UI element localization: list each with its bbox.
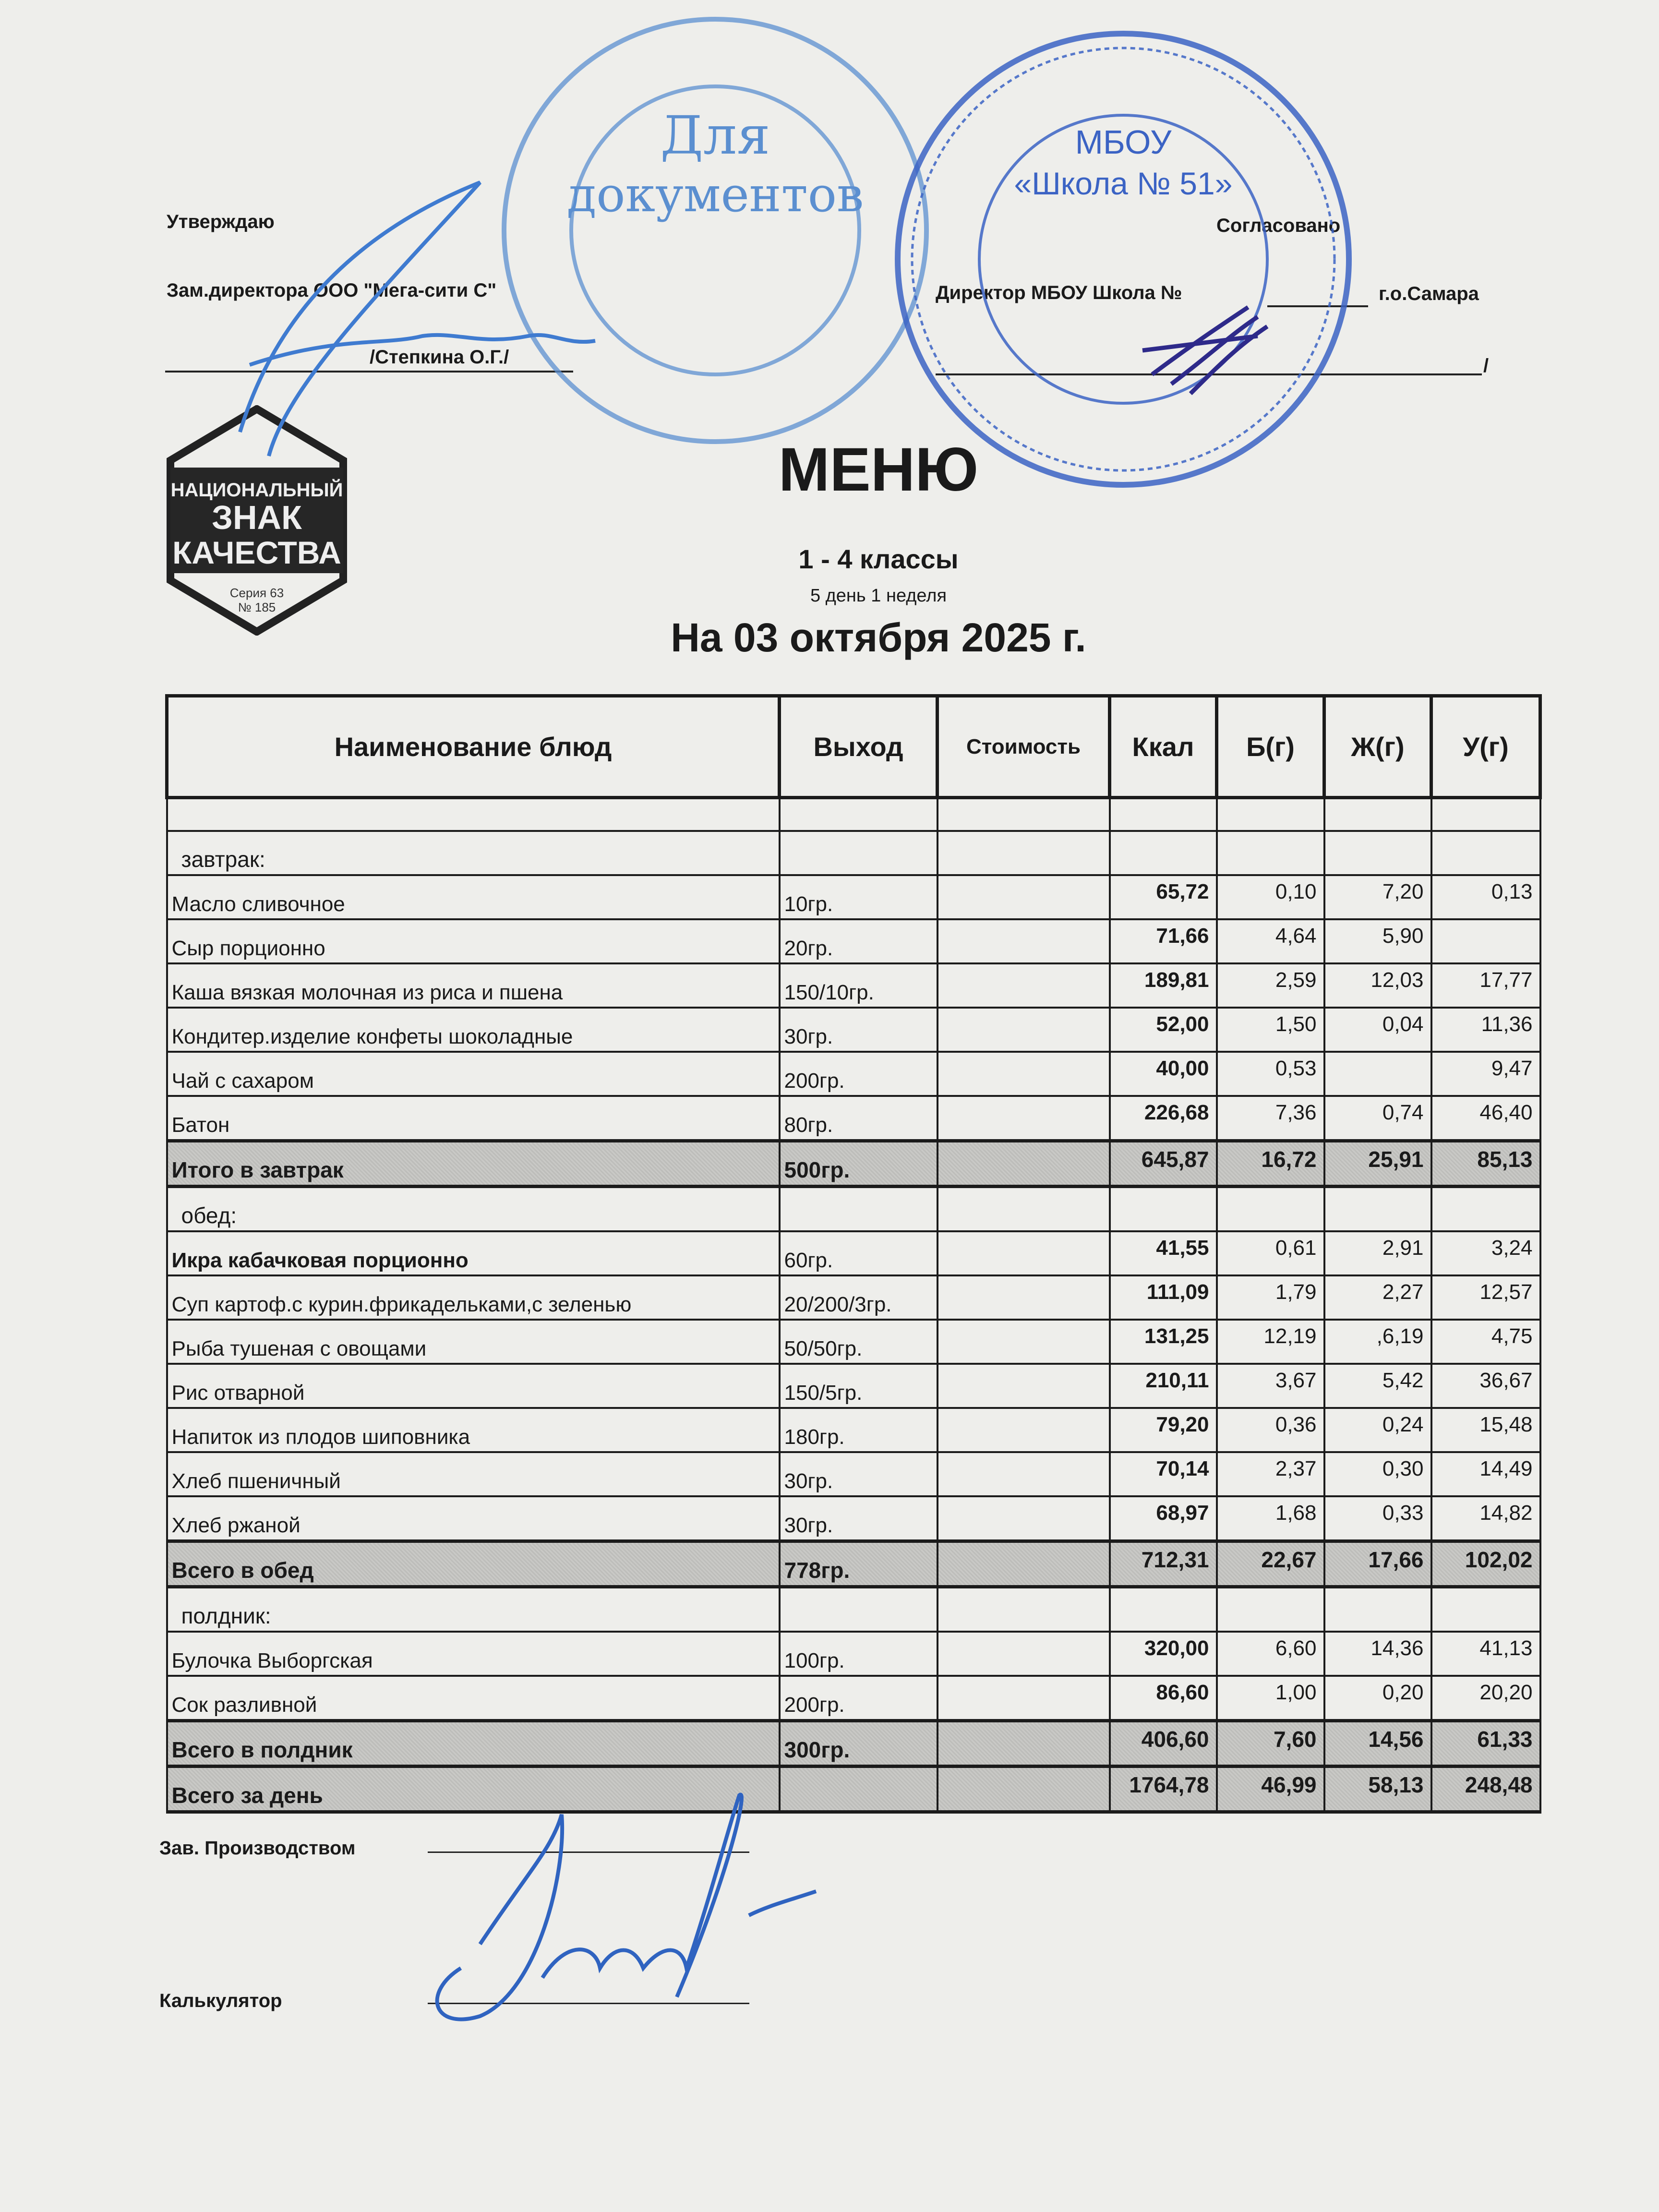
yield-cell: 20гр. [780,919,938,963]
fat-cell: 0,74 [1324,1096,1431,1141]
dish-name-cell: Хлеб пшеничный [167,1452,780,1496]
yield-cell: 60гр. [780,1231,938,1275]
dish-name-cell: Итого в завтрак [167,1141,780,1187]
kcal-cell: 189,81 [1110,963,1217,1008]
agreed-label: Согласовано [1216,215,1341,236]
cost-cell [938,1096,1110,1141]
fat-cell: 12,03 [1324,963,1431,1008]
fat-cell: 0,24 [1324,1408,1431,1452]
fat-cell: 0,33 [1324,1496,1431,1541]
cost-cell [938,1364,1110,1408]
fat-cell: 17,66 [1324,1541,1431,1587]
kcal-cell: 210,11 [1110,1364,1217,1408]
yield-cell: 30гр. [780,1452,938,1496]
quality-mark-line2: ЗНАК [212,499,302,536]
protein-cell: 1,79 [1217,1275,1324,1320]
carbs-cell: 14,49 [1431,1452,1540,1496]
school-stamp-text-1: МБОУ [1075,123,1172,161]
quality-mark-line3: КАЧЕСТВА [172,535,341,570]
yield-cell [780,1587,938,1632]
dish-name-cell: Икра кабачковая порционно [167,1231,780,1275]
fat-cell [1324,831,1431,875]
column-header-carbs: У(г) [1431,696,1540,798]
protein-cell: 1,00 [1217,1676,1324,1721]
yield-cell: 300гр. [780,1721,938,1767]
cost-cell [938,1541,1110,1587]
yield-cell: 778гр. [780,1541,938,1587]
fat-cell: 14,36 [1324,1632,1431,1676]
dish-name-cell: Сыр порционно [167,919,780,963]
protein-cell: 7,60 [1217,1721,1324,1767]
school-number-line [1267,305,1368,307]
fat-cell [1324,1052,1431,1096]
yield-cell: 30гр. [780,1008,938,1052]
protein-cell: 0,10 [1217,875,1324,919]
total-row [167,1721,1540,1767]
protein-cell: 46,99 [1217,1767,1324,1812]
section-row [167,1187,1540,1232]
kcal-cell [1110,798,1217,831]
dish-name-cell: Масло сливочное [167,875,780,919]
cost-cell [938,1408,1110,1452]
table-row [167,1496,1540,1541]
protein-cell: 1,68 [1217,1496,1324,1541]
company-stamp [504,19,926,442]
protein-cell: 2,59 [1217,963,1324,1008]
carbs-cell [1431,798,1540,831]
production-label: Зав. Производством [159,1838,356,1859]
protein-cell: 2,37 [1217,1452,1324,1496]
kcal-cell: 111,09 [1110,1275,1217,1320]
kcal-cell: 406,60 [1110,1721,1217,1767]
fat-cell: 58,13 [1324,1767,1431,1812]
table-row [167,1096,1540,1141]
table-row [167,1231,1540,1275]
calculator-signature-line [428,2003,749,2004]
kcal-cell: 68,97 [1110,1496,1217,1541]
dish-name-cell: Булочка Выборгская [167,1632,780,1676]
total-row [167,1767,1540,1812]
cost-cell [938,1496,1110,1541]
carbs-cell [1431,1187,1540,1232]
school-stamp [898,34,1349,485]
dish-name-cell: Рыба тушеная с овощами [167,1320,780,1364]
director-signature [1142,307,1267,394]
company-stamp-text-2: документов [566,167,864,223]
carbs-cell: 20,20 [1431,1676,1540,1721]
carbs-cell: 46,40 [1431,1096,1540,1141]
protein-cell: 22,67 [1217,1541,1324,1587]
protein-cell: 16,72 [1217,1141,1324,1187]
table-row [167,1364,1540,1408]
dish-name-cell: завтрак: [167,831,780,875]
kcal-cell: 86,60 [1110,1676,1217,1721]
cost-cell [938,1187,1110,1232]
quality-mark-series: Серия 63 [229,586,284,600]
dish-name-cell [167,798,780,831]
carbs-cell: 61,33 [1431,1721,1540,1767]
agreer-position: Директор МБОУ Школа № [936,282,1182,303]
fat-cell: 0,04 [1324,1008,1431,1052]
yield-cell: 30гр. [780,1496,938,1541]
column-header-protein: Б(г) [1217,696,1324,798]
yield-cell: 200гр. [780,1676,938,1721]
dish-name-cell: Каша вязкая молочная из риса и пшена [167,963,780,1008]
cost-cell [938,1767,1110,1812]
protein-cell: 1,50 [1217,1008,1324,1052]
agreer-line-end: / [1483,355,1489,376]
approver-name: /Степкина О.Г./ [370,347,509,368]
protein-cell [1217,798,1324,831]
yield-cell [780,798,938,831]
section-row [167,1587,1540,1632]
agreer-city: г.о.Самара [1379,283,1479,304]
carbs-cell: 3,24 [1431,1231,1540,1275]
empty-row [167,798,1540,831]
calculator-label: Калькулятор [159,1990,282,2011]
carbs-cell: 14,82 [1431,1496,1540,1541]
kcal-cell: 71,66 [1110,919,1217,963]
carbs-cell: 4,75 [1431,1320,1540,1364]
protein-cell: 0,36 [1217,1408,1324,1452]
protein-cell: 4,64 [1217,919,1324,963]
table-row [167,1275,1540,1320]
menu-date: На 03 октября 2025 г. [671,615,1086,660]
dish-name-cell: Батон [167,1096,780,1141]
approve-label: Утверждаю [167,211,275,232]
fat-cell: 5,90 [1324,919,1431,963]
fat-cell: 25,91 [1324,1141,1431,1187]
dish-name-cell: обед: [167,1187,780,1232]
approver-signature-line [165,371,573,373]
protein-cell: 6,60 [1217,1632,1324,1676]
fat-cell [1324,798,1431,831]
yield-cell: 150/5гр. [780,1364,938,1408]
table-row [167,1408,1540,1452]
menu-table [165,694,1542,1814]
section-row [167,831,1540,875]
yield-cell [780,1187,938,1232]
table-row [167,1452,1540,1496]
kcal-cell: 41,55 [1110,1231,1217,1275]
dish-name-cell: Всего за день [167,1767,780,1812]
column-header-cost: Стоимость [938,696,1110,798]
dish-name-cell: Кондитер.изделие конфеты шоколадные [167,1008,780,1052]
protein-cell: 3,67 [1217,1364,1324,1408]
carbs-cell: 9,47 [1431,1052,1540,1096]
dish-name-cell: Всего в полдник [167,1721,780,1767]
table-row [167,1632,1540,1676]
cost-cell [938,1275,1110,1320]
cost-cell [938,875,1110,919]
fat-cell: 0,30 [1324,1452,1431,1496]
fat-cell: 14,56 [1324,1721,1431,1767]
yield-cell [780,1767,938,1812]
yield-cell: 150/10гр. [780,963,938,1008]
production-signature [437,1794,816,2019]
kcal-cell: 131,25 [1110,1320,1217,1364]
carbs-cell [1431,1587,1540,1632]
dish-name-cell: Сок разливной [167,1676,780,1721]
total-row [167,1541,1540,1587]
fat-cell: 5,42 [1324,1364,1431,1408]
protein-cell [1217,831,1324,875]
fat-cell: 0,20 [1324,1676,1431,1721]
yield-cell: 50/50гр. [780,1320,938,1364]
company-stamp-text-1: Для [660,105,770,166]
protein-cell [1217,1187,1324,1232]
grades-label: 1 - 4 классы [798,544,959,574]
table-row [167,1008,1540,1052]
table-row [167,963,1540,1008]
approver-position: Зам.директора ООО "Мега-сити С" [167,280,497,301]
table-row [167,1320,1540,1364]
dish-name-cell: Суп картоф.с курин.фрикадельками,с зеленью [167,1275,780,1320]
agreer-signature-line [936,373,1482,375]
kcal-cell: 52,00 [1110,1008,1217,1052]
yield-cell: 100гр. [780,1632,938,1676]
carbs-cell: 15,48 [1431,1408,1540,1452]
page-title: МЕНЮ [778,435,979,504]
fat-cell: 7,20 [1324,875,1431,919]
fat-cell: ,6,19 [1324,1320,1431,1364]
dish-name-cell: Рис отварной [167,1364,780,1408]
dish-name-cell: Хлеб ржаной [167,1496,780,1541]
dish-name-cell: Чай с сахаром [167,1052,780,1096]
table-header-row [167,696,1540,798]
kcal-cell [1110,1187,1217,1232]
column-header-yield: Выход [780,696,938,798]
cost-cell [938,963,1110,1008]
cost-cell [938,1320,1110,1364]
protein-cell: 12,19 [1217,1320,1324,1364]
dish-name-cell: полдник: [167,1587,780,1632]
column-header-fat: Ж(г) [1324,696,1431,798]
cost-cell [938,919,1110,963]
cost-cell [938,1008,1110,1052]
table-row [167,1676,1540,1721]
cost-cell [938,1721,1110,1767]
kcal-cell: 712,31 [1110,1541,1217,1587]
cost-cell [938,1141,1110,1187]
cost-cell [938,831,1110,875]
school-stamp-text-2: «Школа № 51» [1014,166,1233,201]
yield-cell: 500гр. [780,1141,938,1187]
fat-cell: 2,91 [1324,1231,1431,1275]
kcal-cell [1110,831,1217,875]
kcal-cell: 79,20 [1110,1408,1217,1452]
protein-cell: 0,53 [1217,1052,1324,1096]
kcal-cell: 65,72 [1110,875,1217,919]
kcal-cell: 320,00 [1110,1632,1217,1676]
fat-cell [1324,1587,1431,1632]
kcal-cell: 1764,78 [1110,1767,1217,1812]
cost-cell [938,798,1110,831]
table-row [167,1052,1540,1096]
protein-cell [1217,1587,1324,1632]
carbs-cell: 248,48 [1431,1767,1540,1812]
kcal-cell: 645,87 [1110,1141,1217,1187]
cost-cell [938,1231,1110,1275]
yield-cell [780,831,938,875]
column-header-kcal: Ккал [1110,696,1217,798]
yield-cell: 10гр. [780,875,938,919]
protein-cell: 7,36 [1217,1096,1324,1141]
menu-table-body [167,798,1540,1812]
carbs-cell: 41,13 [1431,1632,1540,1676]
production-signature-line [428,1851,749,1853]
carbs-cell: 102,02 [1431,1541,1540,1587]
carbs-cell [1431,919,1540,963]
yield-cell: 200гр. [780,1052,938,1096]
column-header-name: Наименование блюд [167,696,780,798]
total-row [167,1141,1540,1187]
cost-cell [938,1452,1110,1496]
fat-cell [1324,1187,1431,1232]
protein-cell: 0,61 [1217,1231,1324,1275]
carbs-cell: 12,57 [1431,1275,1540,1320]
cost-cell [938,1587,1110,1632]
kcal-cell: 226,68 [1110,1096,1217,1141]
carbs-cell: 85,13 [1431,1141,1540,1187]
yield-cell: 80гр. [780,1096,938,1141]
kcal-cell [1110,1587,1217,1632]
table-row [167,875,1540,919]
kcal-cell: 70,14 [1110,1452,1217,1496]
dish-name-cell: Напиток из плодов шиповника [167,1408,780,1452]
yield-cell: 180гр. [780,1408,938,1452]
carbs-cell: 11,36 [1431,1008,1540,1052]
cost-cell [938,1052,1110,1096]
quality-mark-number: № 185 [238,600,276,614]
cost-cell [938,1632,1110,1676]
fat-cell: 2,27 [1324,1275,1431,1320]
yield-cell: 20/200/3гр. [780,1275,938,1320]
quality-mark-line1: НАЦИОНАЛЬНЫЙ [170,480,343,501]
dish-name-cell: Всего в обед [167,1541,780,1587]
carbs-cell: 0,13 [1431,875,1540,919]
cost-cell [938,1676,1110,1721]
table-row [167,919,1540,963]
carbs-cell: 36,67 [1431,1364,1540,1408]
carbs-cell [1431,831,1540,875]
kcal-cell: 40,00 [1110,1052,1217,1096]
week-label: 5 день 1 неделя [810,586,947,606]
carbs-cell: 17,77 [1431,963,1540,1008]
